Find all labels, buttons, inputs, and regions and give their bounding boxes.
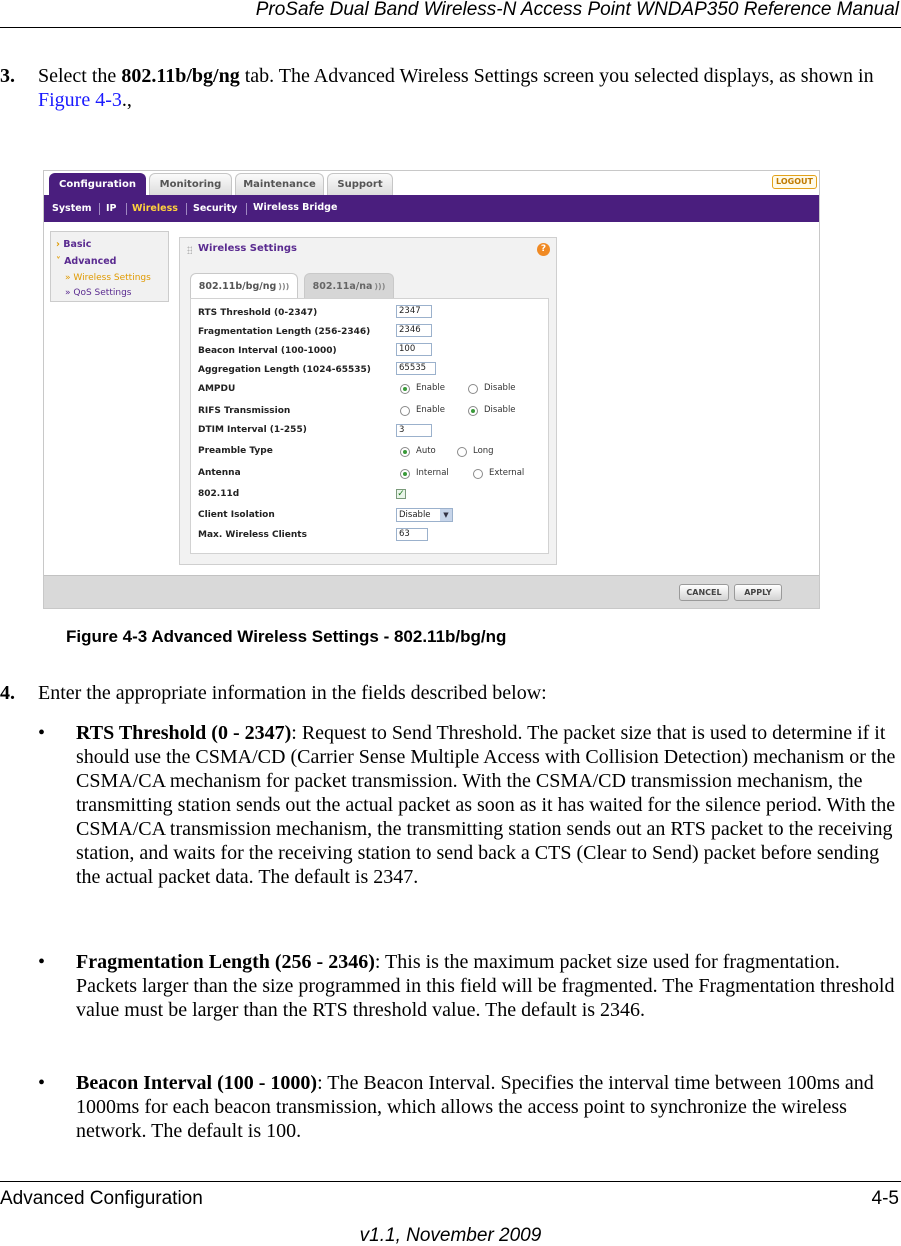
rifs-enable-radio[interactable]: [400, 406, 410, 416]
bullet-text: [76, 1071, 896, 1143]
tab-configuration[interactable]: Configuration: [49, 173, 146, 195]
sidebar-item-qos-settings[interactable]: [65, 288, 131, 298]
sidebar: [50, 231, 169, 302]
sidebar-item-wireless-settings[interactable]: [65, 273, 151, 283]
d11-checkbox[interactable]: ✓: [397, 489, 405, 499]
max-clients-label: Max. Wireless Clients: [198, 530, 307, 540]
step-text-post: .,: [121, 89, 132, 111]
select-value: Disable: [399, 510, 431, 520]
beacon-label: Beacon Interval (100-1000): [198, 346, 337, 356]
frag-label: Fragmentation Length (256-2346): [198, 327, 371, 337]
ampdu-disable-radio[interactable]: [468, 384, 478, 394]
rifs-enable-label: Enable: [416, 405, 445, 415]
bullet-text: [76, 721, 896, 889]
header-rule: [0, 27, 901, 28]
max-clients-input[interactable]: 63: [396, 528, 428, 541]
tab-802-11bgng[interactable]: [190, 273, 298, 298]
bullet-icon: •: [38, 951, 46, 973]
antenna-internal-label: Internal: [416, 468, 449, 478]
tab-maintenance[interactable]: Maintenance: [235, 173, 324, 195]
tab-802-11ana[interactable]: [304, 273, 394, 298]
wireless-settings-panel: [179, 237, 557, 565]
nav-security[interactable]: Security: [193, 203, 238, 214]
nav-ip[interactable]: IP: [106, 203, 117, 214]
nav-bar: [44, 195, 819, 222]
ampdu-enable-radio[interactable]: [400, 384, 410, 394]
tab-support[interactable]: Support: [327, 173, 393, 195]
sidebar-item-label: Wireless Settings: [73, 273, 151, 283]
dtim-input[interactable]: 3: [396, 424, 432, 437]
agg-input[interactable]: 65535: [396, 362, 436, 375]
tab-label: 802.11a/na: [312, 281, 373, 292]
figure-caption: Figure 4-3 Advanced Wireless Settings - 802.11b/bg/ng: [66, 627, 507, 646]
tab-monitoring[interactable]: Monitoring: [149, 173, 232, 195]
chevron-down-icon: ˅: [56, 256, 61, 267]
beacon-input[interactable]: 100: [396, 343, 432, 356]
step-number: 3.: [0, 65, 15, 87]
nav-divider: [246, 203, 247, 215]
nav-system[interactable]: System: [52, 203, 92, 214]
preamble-long-label: Long: [473, 446, 494, 456]
sidebar-item-basic[interactable]: [56, 239, 91, 250]
sidebar-item-label: QoS Settings: [73, 288, 132, 298]
rts-label: RTS Threshold (0-2347): [198, 308, 318, 318]
bullet-term: RTS Threshold (0 - 2347): [76, 722, 292, 744]
preamble-auto-label: Auto: [416, 446, 436, 456]
footer-version: v1.1, November 2009: [359, 1225, 542, 1246]
figure-link[interactable]: Figure 4-3: [38, 89, 122, 111]
step-text: [38, 64, 888, 112]
ampdu-label: AMPDU: [198, 384, 236, 394]
antenna-external-radio[interactable]: [473, 469, 483, 479]
wifi-icon: ))): [278, 282, 290, 291]
sidebar-item-label: Advanced: [64, 256, 117, 267]
bullet-icon: •: [38, 1072, 46, 1094]
antenna-external-label: External: [489, 468, 525, 478]
bullet-desc: : Request to Send Threshold. The packet size that is used to determine if it should use the CSMA/CD (Carrier Sense Multiple Access with Collision Detection) mechanism or the CSMA/CA mechanism for packet transmission. With the CSMA/CD transmission mechanism, the transmitting station sends out the actual packet as soon as it has waited for the silence period. With the CSMA/CA transmission mechanism, the transmitting station sends out an RTS packet to the receiving station, and waits for the receiving station to send back a CTS (Clear to Send) packet before sending the actual packet data. The default is 2347.: [76, 722, 896, 888]
grip-icon: [187, 246, 192, 254]
preamble-auto-radio[interactable]: [400, 447, 410, 457]
antenna-internal-radio[interactable]: [400, 469, 410, 479]
step-number: 4.: [0, 682, 15, 704]
bullet-desc: : The Beacon Interval. Specifies the interval time between 100ms and 1000ms for each beacon transmission, which allows the access point to synchronize the wireless network. The default is 100.: [76, 1072, 874, 1142]
rifs-label: RIFS Transmission: [198, 406, 291, 416]
step-text-mid: tab. The Advanced Wireless Settings screen you selected displays, as shown in: [239, 65, 874, 87]
wifi-icon: ))): [374, 282, 386, 291]
tab-label: 802.11b/bg/ng: [198, 281, 277, 292]
nav-divider: [126, 203, 127, 215]
footer-rule: [0, 1181, 901, 1182]
logout-button[interactable]: LOGOUT: [772, 175, 817, 189]
bullet-term: Beacon Interval (100 - 1000): [76, 1072, 318, 1094]
bullet-term: Fragmentation Length (256 - 2346): [76, 951, 375, 973]
dtim-label: DTIM Interval (1-255): [198, 425, 307, 435]
antenna-label: Antenna: [198, 468, 241, 478]
step-text: Enter the appropriate information in the fields described below:: [38, 682, 547, 704]
frag-input[interactable]: 2346: [396, 324, 432, 337]
apply-button[interactable]: APPLY: [734, 584, 782, 601]
bullet-icon: •: [38, 722, 46, 744]
nav-divider: [186, 203, 187, 215]
nav-wireless[interactable]: Wireless: [132, 203, 178, 214]
preamble-label: Preamble Type: [198, 446, 273, 456]
ampdu-disable-label: Disable: [484, 383, 516, 393]
footer-page-number: 4-5: [871, 1188, 899, 1209]
panel-title: Wireless Settings: [198, 243, 297, 254]
nav-wireless-bridge[interactable]: Wireless Bridge: [253, 202, 338, 213]
page-header: ProSafe Dual Band Wireless-N Access Point WNDAP350 Reference Manual: [255, 0, 899, 20]
chevron-right-icon: ›: [56, 239, 60, 250]
bullet-desc: : This is the maximum packet size used for fragmentation. Packets larger than the size programmed in this field will be fragmented. The Fragmentation threshold value must be larger than the RTS threshold value. The default is 2346.: [76, 951, 895, 1021]
cancel-button[interactable]: CANCEL: [679, 584, 729, 601]
top-tab-bar: [44, 171, 819, 195]
rifs-disable-radio[interactable]: [468, 406, 478, 416]
agg-label: Aggregation Length (1024-65535): [198, 365, 371, 375]
client-isolation-label: Client Isolation: [198, 510, 275, 520]
ampdu-enable-label: Enable: [416, 383, 445, 393]
preamble-long-radio[interactable]: [457, 447, 467, 457]
bullet-text: [76, 950, 896, 1022]
chevron-right-icon: »: [65, 288, 71, 298]
chevron-right-icon: »: [65, 273, 71, 283]
sidebar-item-label: Basic: [63, 239, 92, 250]
sidebar-item-advanced[interactable]: [56, 256, 116, 267]
help-icon[interactable]: ?: [537, 243, 550, 256]
rts-input[interactable]: 2347: [396, 305, 432, 318]
nav-divider: [99, 203, 100, 215]
step-text-bold: 802.11b/bg/ng: [121, 65, 240, 87]
settings-form: [190, 298, 549, 554]
figure-screenshot: [43, 170, 820, 609]
client-isolation-select[interactable]: [396, 508, 453, 522]
chevron-down-icon: ▼: [440, 509, 452, 521]
rifs-disable-label: Disable: [484, 405, 516, 415]
d11-label: 802.11d: [198, 489, 240, 499]
action-bar: [44, 575, 819, 609]
footer-section: Advanced Configuration: [0, 1188, 203, 1209]
step-text-pre: Select the: [38, 65, 122, 87]
